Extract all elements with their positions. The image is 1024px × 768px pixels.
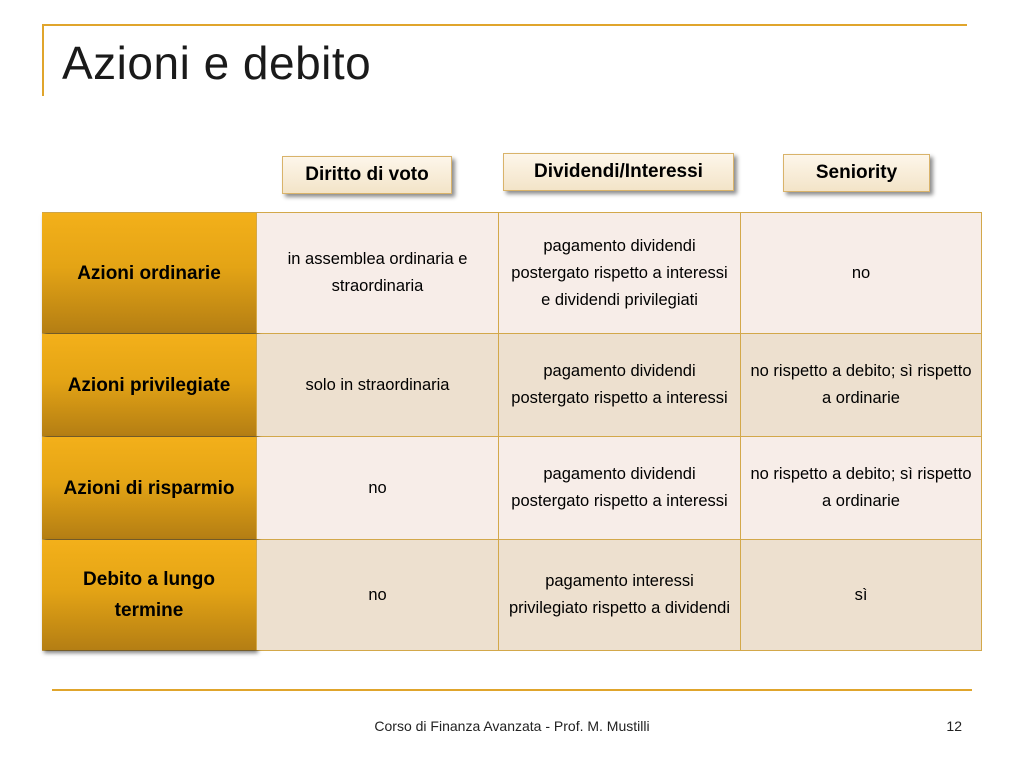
- table-cell: pagamento interessi privilegiato rispetto a dividendi: [498, 540, 740, 650]
- table-cell: no: [256, 437, 498, 539]
- table-cell: no: [256, 540, 498, 650]
- column-header-voting-rights: Diritto di voto: [282, 156, 452, 194]
- row-header: Azioni ordinarie: [42, 213, 256, 333]
- table-cell: solo in straordinaria: [256, 334, 498, 436]
- row-header: Azioni di risparmio: [42, 437, 256, 539]
- footer-divider: [52, 689, 972, 691]
- table-cell: sì: [740, 540, 982, 650]
- column-header-dividends-interest: Dividendi/Interessi: [503, 153, 734, 191]
- table-row: [42, 540, 982, 651]
- table-cell: pagamento dividendi postergato rispetto a interessi e dividendi privilegiati: [498, 213, 740, 333]
- row-header: Azioni privilegiate: [42, 334, 256, 436]
- table-cell: no rispetto a debito; sì rispetto a ordinarie: [740, 334, 982, 436]
- row-header: Debito a lungo termine: [42, 540, 256, 650]
- table-cell: in assemblea ordinaria e straordinaria: [256, 213, 498, 333]
- table-row: [42, 437, 982, 540]
- table-cell: pagamento dividendi postergato rispetto a interessi: [498, 334, 740, 436]
- slide-title: Azioni e debito: [62, 37, 372, 89]
- footer-text: Corso di Finanza Avanzata - Prof. M. Mustilli: [374, 718, 650, 734]
- column-header-seniority: Seniority: [783, 154, 930, 192]
- comparison-table: [42, 212, 982, 651]
- table-row: [42, 212, 982, 334]
- table-row: [42, 334, 982, 437]
- table-cell: no rispetto a debito; sì rispetto a ordinarie: [740, 437, 982, 539]
- page-number: 12: [946, 718, 962, 734]
- table-cell: pagamento dividendi postergato rispetto a interessi: [498, 437, 740, 539]
- table-cell: no: [740, 213, 982, 333]
